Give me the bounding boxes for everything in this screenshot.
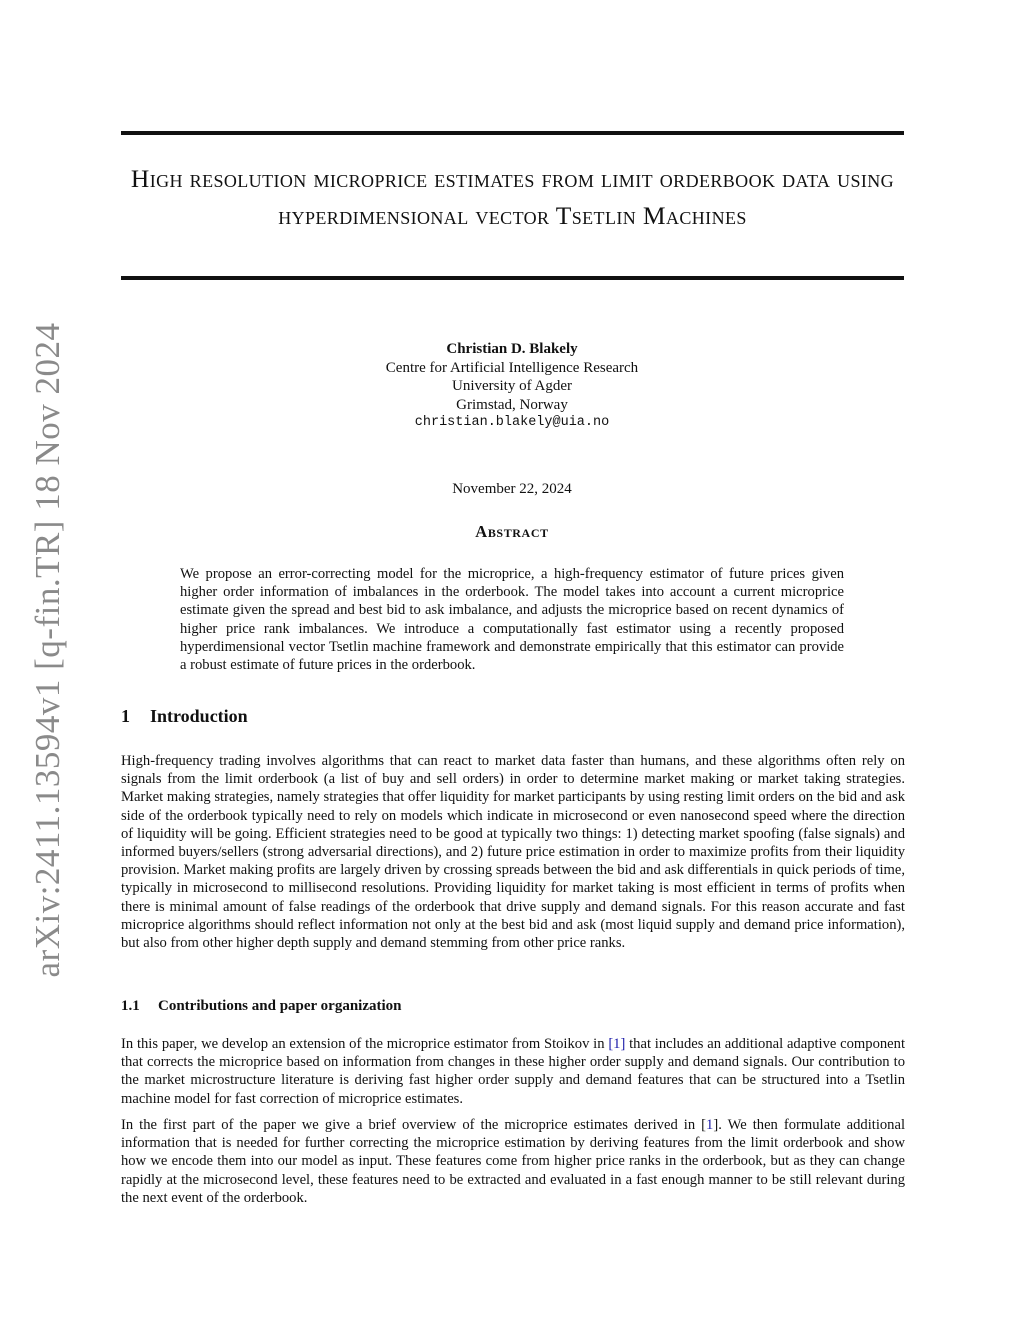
- subsection-number: 1.1: [121, 998, 140, 1014]
- author-block: [262, 340, 762, 433]
- paper-date: November 22, 2024: [452, 481, 572, 497]
- paper-title: High resolution microprice estimates from limit orderbook data using hyperdimensional vector Tsetlin Machines: [130, 164, 895, 230]
- paragraph-text: In this paper, we develop an extension of the microprice estimator from Stoikov in: [121, 1036, 609, 1052]
- section-number: 1: [121, 706, 130, 726]
- author-location: Grimstad, Norway: [456, 396, 568, 413]
- author-name: Christian D. Blakely: [446, 341, 578, 357]
- section-title: Introduction: [150, 706, 248, 726]
- citation-bracket: ]: [713, 1117, 719, 1133]
- introduction-paragraph: High-frequency trading involves algorithms that can react to market data faster than humans, and these algorithms often rely on signals from the limit orderbook (a list of buy and sell orders) in order to determine market making or market taking strategies. Market making strategies, namely strategies that offer liquidity for market participants by using resting limit orders on the bid and ask side of the orderbook typically need to rely on models which indicate in microsecond or even nanosecond speed where the direction of liquidity will be going. Efficient strategies need to be good at typically two things: 1) detecting market spoofing (false signals) and informed buyers/sellers (strong adversarial directions), and 2) future price estimation in order to maximize profits from their liquidity provision. Market making profits are largely driven by crossing spreads between the bid and ask differentials in quick periods of time, typically in microsecond to millisecond resolutions. Providing liquidity for market taking is most efficient in terms of profits when there is minimal amount of false readings of the orderbook that drive supply and demand signals. For this reason accurate and fast microprice algorithms should reflect information not only at the best bid and ask (most liquid supply and demand price information), but also from other higher depth supply and demand stemming from other price ranks.: [121, 753, 905, 952]
- arxiv-identifier-stamp: arXiv:2411.13594v1 [q-fin.TR] 18 Nov 2024: [28, 322, 67, 978]
- contributions-paragraph-1: [121, 1035, 905, 1108]
- subsection-heading-contributions: [121, 998, 402, 1015]
- author-email[interactable]: christian.blakely@uia.no: [414, 415, 610, 430]
- paragraph-text: . We then formulate additional information that is needed for further correcting the microprice estimation by deriving features from the limit orderbook and show how we encode them into our model as input. These features come from higher price ranks in the orderbook, but as they can change rapidly at the microsecond level, these features need to be extracted and evaluated in a fast enough manner to be still relevant during the next event of the orderbook.: [121, 1117, 905, 1206]
- citation-link[interactable]: 1: [706, 1117, 714, 1133]
- section-heading-introduction: [121, 706, 248, 727]
- abstract-text: We propose an error-correcting model for the microprice, a high-frequency estimator of future prices given higher order information of imbalances in the orderbook. The model takes into account a current microprice estimate given the spread and best bid to ask imbalance, and adjusts the microprice based on recent dynamics of higher price rank imbalances. We introduce a computationally fast estimator using a recently proposed hyperdimensional vector Tsetlin machine framework and demonstrate empirically that this estimator can provide a robust estimate of future prices in the orderbook.: [180, 566, 844, 674]
- citation-link[interactable]: [1]: [608, 1036, 626, 1052]
- citation-bracket: [: [701, 1117, 707, 1133]
- subsection-title: Contributions and paper organization: [158, 998, 402, 1014]
- author-university: University of Agder: [452, 378, 572, 394]
- paragraph-text: that includes an additional adaptive component that corrects the microprice based on information from changes in these higher order supply and demand signals. Our contribution to the market microstructure literature is deriving fast higher order supply and demand features that can be structured into a Tsetlin machine model for fast correction of microprice estimates.: [121, 1036, 906, 1107]
- title-bottom-rule: [121, 276, 904, 280]
- title-top-rule: [121, 131, 904, 135]
- paragraph-text: In the first part of the paper we give a brief overview of the microprice estimates derived in: [121, 1117, 702, 1133]
- author-affiliation: Centre for Artificial Intelligence Research: [385, 359, 639, 376]
- contributions-paragraph-2: [121, 1116, 905, 1207]
- abstract-heading: Abstract: [475, 522, 549, 541]
